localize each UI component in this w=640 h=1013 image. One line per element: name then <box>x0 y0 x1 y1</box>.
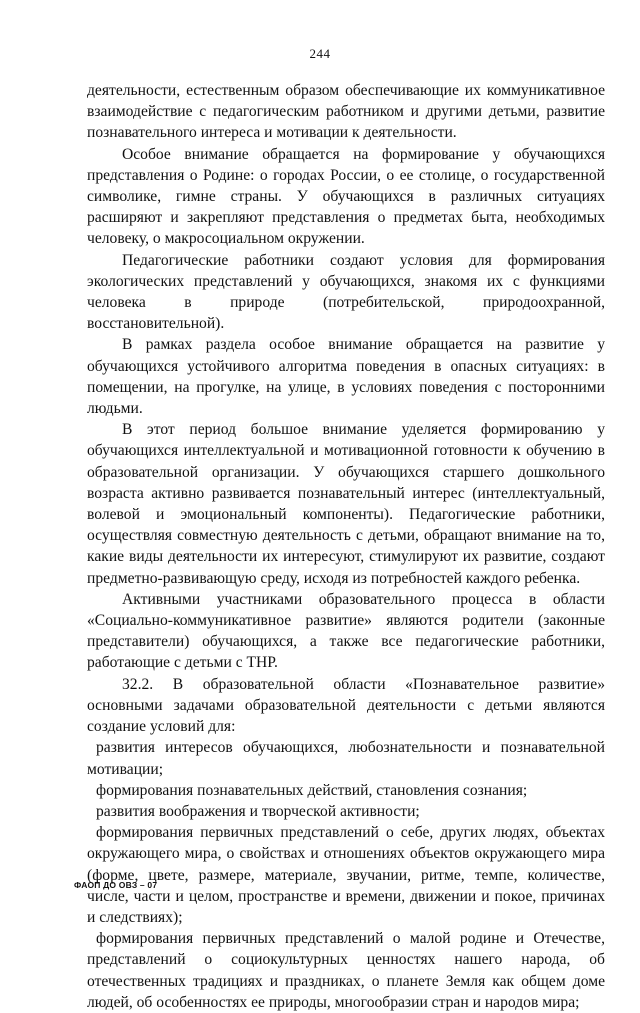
list-item: развития воображения и творческой активности; <box>96 802 420 820</box>
paragraph-section-32-2: 32.2. В образовательной области «Познавательное развитие» основными задачами образовательной деятельности с детьми являются создание условий для: <box>87 675 605 736</box>
paragraph-readiness: В этот период большое внимание уделяется формированию у обучающихся интеллектуальной и мотивационной готовности к обучению в образовательной организации. У обучающихся старшего дошкольного возраста активно развивается познавательный интерес (интеллектуальный, волевой и эмоциональный компоненты). Педагогические работники, осуществляя совместную деятельность с детьми, обращают внимание на то, какие виды деятельности их интересуют, стимулируют их развитие, создают предметно-развивающую среду, исходя из потребностей каждого ребенка. <box>87 421 605 587</box>
list-item: формирования познавательных действий, становления сознания; <box>96 781 528 799</box>
paragraph-participants: Активными участниками образовательного процесса в области «Социально-коммуникативное развитие» являются родители (законные представители) обучающихся, а также все педагогические работники, работающие с детьми с ТНР. <box>87 590 605 672</box>
page-number: 244 <box>309 46 331 61</box>
list-item: развития интересов обучающихся, любознательности и познавательной мотивации; <box>87 739 605 778</box>
footer-label: ФАОП ДО ОВЗ – 07 <box>74 880 158 890</box>
paragraph-homeland: Особое внимание обращается на формирование у обучающихся представления о Родине: о городах России, о ее столице, о государственной символике, гимне страны. У обучающихся в различных ситуациях расширяют и закрепляют представления о предметах быта, необходимых человеку, о макросоциальном окружении. <box>87 145 605 248</box>
list-item: формирования первичных представлений о малой родине и Отечестве, представлений о социокультурных ценностях нашего народа, об отечественных традициях и праздниках, о планете Земля как общем доме людей, об особенностях ее природы, многообразии стран и народов мира; <box>87 930 605 1011</box>
paragraph-continuation: деятельности, естественным образом обеспечивающие их коммуникативное взаимодействие с педагогическим работником и другими детьми, развитие познавательного интереса и мотивации к деятельности. <box>87 82 605 142</box>
paragraph-ecology: Педагогические работники создают условия для формирования экологических представлений у обучающихся, знакомя их с функциями человека в природе (потребительской, природоохранной, восстановительной). <box>87 251 605 333</box>
paragraph-safety: В рамках раздела особое внимание обращается на развитие у обучающихся устойчивого алгоритма поведения в опасных ситуациях: в помещении, на прогулке, на улице, в условиях поведения с посторонними людьми. <box>87 336 605 418</box>
list-item: формирования первичных представлений о себе, других людях, объектах окружающего мира, о свойствах и отношениях объектов окружающего мира (форме, цвете, размере, материале, звучании, ритме, темпе, количестве, числе, части и целом, пространстве и времени, движении и покое, причинах и следствиях); <box>87 824 605 926</box>
page-body <box>87 80 605 1013</box>
